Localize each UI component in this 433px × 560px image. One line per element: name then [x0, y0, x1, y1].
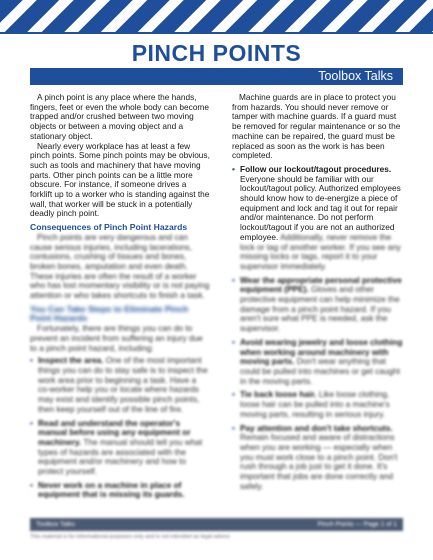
- page-title: PINCH POINTS: [131, 40, 302, 66]
- intro-paragraph-2: Nearly every workplace has at least a few pinch points. Some pinch points may be obvious, such as tools and machinery that have moving parts. Other pinch points can be a little more obscure. For instance, if someone drives a forklift up to a worker who is standing against the wall, that worker will be stuck in a potentially deadly pinch point.: [30, 140, 210, 219]
- list-item: [30, 356, 210, 414]
- bullet-lead: Tie back loose hair.: [240, 389, 317, 400]
- list-item: [232, 390, 404, 419]
- bullet-lead: Read and understand the operator's manual before using any equipment or machinery.: [38, 417, 191, 447]
- bullet-text: Don't wear anything that could be pulled into machines or get caught in the moving parts.: [240, 356, 401, 386]
- list-item: [232, 165, 404, 272]
- heading-consequences: Consequences of Pinch Point Hazards: [30, 222, 188, 233]
- footer-left-text: Toolbox Talks: [36, 521, 75, 528]
- header-stripe-band: [0, 0, 433, 34]
- bullet-text: The manual should tell you what types of hazards are associated with the equipment and/or machinery and how to protect yourself.: [38, 436, 203, 477]
- right-bullet-list: [232, 165, 404, 272]
- list-item: [232, 424, 404, 492]
- list-item: [232, 276, 404, 334]
- bullet-text: Gloves and other protective equipment can help minimize the damage from a pinch point hazard. If you aren't sure what PPE is needed, ask the supervisor.: [240, 284, 400, 334]
- bullet-lead: Wear the appropriate personal protective equipment (PPE).: [240, 274, 402, 295]
- bullet-lead: Never work on a machine in place of equipment that is missing its guards.: [38, 479, 185, 500]
- bullet-text: One of the most important things you can do to stay safe is to inspect the work area prior to beginning a task. Have a co-worker help you or locate where hazards may exist and identify possible pinch points, then keep yourself out of the line of fire.: [38, 355, 208, 414]
- list-item: [232, 338, 404, 387]
- bullet-lead: Avoid wearing jewelry and loose clothing when working around machinery with moving parts.: [240, 336, 403, 367]
- footer-bar: [30, 518, 403, 531]
- left-column: [30, 93, 210, 504]
- steps-paragraph: Fortunately, there are things you can do to prevent an incident from suffering an injury due to a pinch point hazard, including:: [30, 323, 203, 353]
- bullet-text: Remain focused and aware of distractions when you are working — especially when you must work close to a pinch point. Don't rush through a job just to get it done. It's important that jobs are done correctly and safely.: [240, 432, 398, 491]
- bullet-lead: Pay attention and don't take shortcuts.: [240, 422, 393, 433]
- list-item: [30, 419, 210, 477]
- bullet-text: Like loose clothing, loose hair can be pulled into a machine's moving parts, resulting in serious injury.: [240, 389, 390, 419]
- left-bullet-list: [30, 356, 210, 500]
- bullet-text-continued: Additionally, never remove the lock or tag of another worker. If you see any missing locks or tags, report it to your supervisor immediately.: [240, 231, 401, 271]
- right-bullet-list-blurred: [232, 276, 404, 492]
- bullet-text: Everyone should be familiar with our lockout/tagout policy. Authorized employees should know how to de-energize a piece of equipment and lock and tag it out for repair and/or maintenance. Do not perform lockout/tagout if you are not an authorized employee.: [240, 173, 401, 242]
- intro-paragraph-1: A pinch point is any place where the hands, fingers, feet or even the whole body can become trapped and/or crushed between two moving objects or between a moving object and a stationary object.: [30, 92, 209, 141]
- right-column: [232, 93, 404, 495]
- footer-right-text: Pinch Points — Page 1 of 1: [317, 521, 397, 528]
- footer-note: This material is for informational purposes only and is not intended as legal advice.: [30, 534, 232, 540]
- consequences-paragraph: Pinch points are very dangerous and can cause serious injuries, including lacerations, contusions, crushing of tissues and bones, broken bones, amputation and even death. These injuries are often the result of a worker who has lost momentary visibility or is not paying attention or who takes shortcuts to finish a task.: [30, 231, 210, 301]
- bullet-lead: Follow our lockout/tagout procedures.: [240, 163, 392, 174]
- guards-paragraph: Machine guards are in place to protect you from hazards. You should never remove or tamper with machine guards. If a guard must be removed for regular maintenance or so the machine can be repaired, the guard must be replaced as soon as the work is has been completed.: [232, 92, 401, 161]
- subtitle-banner: Toolbox Talks: [30, 68, 403, 85]
- bullet-lead: Inspect the area.: [38, 355, 104, 366]
- list-item: [30, 481, 210, 500]
- heading-steps: You Can Take Steps to Eliminate Pinch Point Hazards: [30, 303, 189, 324]
